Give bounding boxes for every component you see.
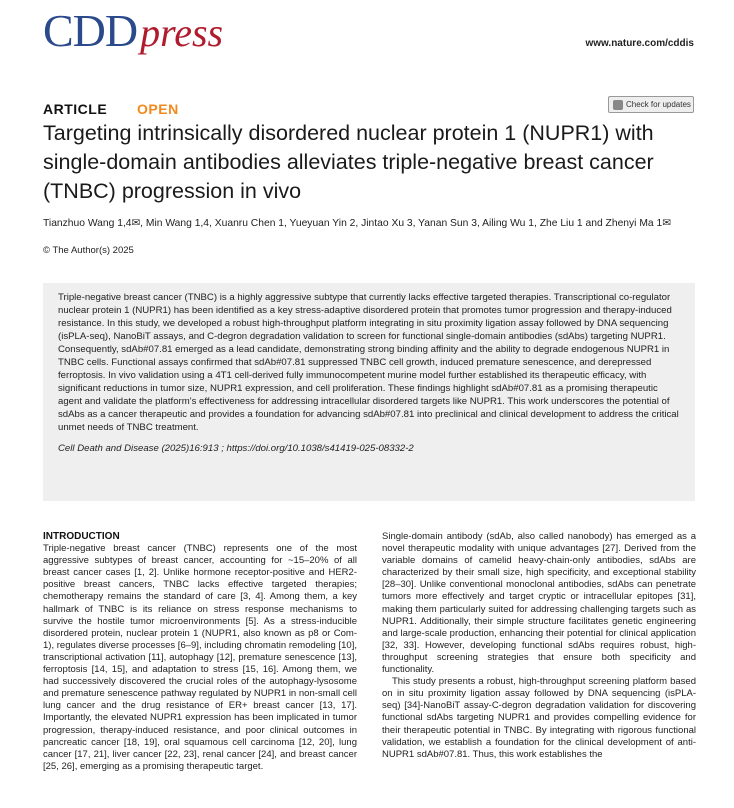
journal-url[interactable]: www.nature.com/cddis xyxy=(585,38,694,49)
logo-press: press xyxy=(140,10,224,55)
intro-column-right xyxy=(382,531,696,761)
intro-paragraph-1: Triple-negative breast cancer (TNBC) represents one of the most aggressive subtypes of breast cancer, accounting for ~15–20% of all breast cancer cases [1, 2]. Unlike hormone receptor-positive and HER2-positive breast cancers, TNBC lacks effective targeted therapies; chemotherapy remains the standard of care [3, 4]. Among them, a key hallmark of TNBC is its reliance on stress response mechanisms to survive the hostile tumor microenvironments [5]. As a stress-inducible disordered protein, nuclear protein 1 (NUPR1, also known as p8 or Com-1), regulates diverse processes [6–9], including chromatin remodeling [10], transcriptional activation [11], autophagy [12], premature senescence [13], ferroptosis [14, 15], and adaptation to stress [15, 16]. Among them, we had successively discovered the crucial roles of the autophagy-lysosome and premature senescence pathway regulated by NUPR1 in non-small cell lung cancer and the drug resistance of ER+ breast cancer [13, 17]. Importantly, the elevated NUPR1 expression has been implicated in tumor progression, therapy-induced resistance, and poor clinical outcomes in pancreatic cancer [18, 19], oral squamous cell carcinoma [12, 20], lung cancer [17, 21], liver cancer [22, 23], renal cancer [24], and breast cancer [25, 26], emerging as a promising therapeutic target. xyxy=(43,543,357,772)
abstract-box xyxy=(43,283,695,501)
check-updates-icon xyxy=(613,100,623,110)
citation[interactable]: Cell Death and Disease (2025)16:913 ; https://doi.org/10.1038/s41419-025-08332-2 xyxy=(58,442,414,454)
open-access-label: OPEN xyxy=(137,101,179,117)
intro-paragraph-3: This study presents a robust, high-throughput screening platform based on in situ proximity ligation assay followed by DNA sequencing (isPLA-seq) [34]-NanoBiT assay-C-degron degradation validation for discovering functional sdAbs targeting NUPR1 and provides compelling evidence for their therapeutic potential in TNBC. By integrating with rigorous functional validation, we establish a foundation for the clinical development of anti-NUPR1 sdAb#07.81. Thus, this work establishes the xyxy=(382,676,696,760)
copyright: © The Author(s) 2025 xyxy=(43,245,134,256)
logo-cdd: CDD xyxy=(43,5,138,56)
intro-column-left xyxy=(43,531,357,773)
author-list: Tianzhuo Wang 1,4✉, Min Wang 1,4, Xuanru Chen 1, Yueyuan Yin 2, Jintao Xu 3, Yanan Sun 3, Ailing Wu 1, Zhe Liu 1 and Zhenyi Ma 1✉ xyxy=(43,218,671,229)
abstract-text: Triple-negative breast cancer (TNBC) is a highly aggressive subtype that currently lacks effective targeted therapies. Transcriptional co-regulator nuclear protein 1 (NUPR1) has been identified as a key stress-adaptive disordered protein that promotes tumor progression and therapy-induced resistance. In this study, we developed a robust high-throughput platform integrating in situ proximity ligation assay followed by DNA sequencing (isPLA-seq), NanoBiT assays, and C-degron degradation validation to screen for functional single-domain antibodies (sdAbs) targeting NUPR1. Consequently, sdAb#07.81 emerged as a lead candidate, demonstrating strong binding affinity and the ability to degrade endogenous NUPR1 in TNBC cells. Functional assays confirmed that sdAb#07.81 suppressed TNBC cell growth, induced premature senescence, and derepressed ferroptosis. In vivo validation using a 4T1 cell-derived fully immunocompetent murine model further established its therapeutic efficacy, with significant reductions in tumor size, NUPR1 expression, and cell proliferation. These findings highlight sdAb#07.81 as a promising therapeutic agent and validate the platform's effectiveness for addressing intracellular disordered targets like NUPR1. This work underscores the potential of sdAbs as a cancer therapeutic and provides a foundation for advancing sdAb#07.81 into preclinical and clinical development to address the critical unmet needs of TNBC treatment. xyxy=(58,292,679,434)
journal-logo xyxy=(43,4,223,57)
check-updates-label: Check for updates xyxy=(626,100,691,109)
article-title: Targeting intrinsically disordered nuclear protein 1 (NUPR1) with single-domain antibodies alleviates triple-negative breast cancer (TNBC) progression in vivo xyxy=(43,121,654,203)
section-heading-introduction: INTRODUCTION xyxy=(43,531,120,542)
check-updates-button[interactable] xyxy=(608,96,694,113)
article-type: ARTICLE xyxy=(43,101,108,117)
intro-paragraph-2: Single-domain antibody (sdAb, also called nanobody) has emerged as a novel therapeutic modality with unique advantages [27]. Derived from the variable domains of camelid heavy-chain-only antibodies, sdAbs are characterized by their small size, high specificity, and exceptional stability [28–30]. Unlike conventional monoclonal antibodies, sdAbs can penetrate tumors more effectively and target cryptic or intracellular epitopes [31], making them particularly suited for addressing challenging targets such as NUPR1. Additionally, their simple structure facilitates genetic engineering and large-scale production, enhancing their potential for clinical application [32, 33]. However, developing functional sdAbs requires robust, high-throughput screening strategies that ensure both specificity and functionality. xyxy=(382,531,696,676)
